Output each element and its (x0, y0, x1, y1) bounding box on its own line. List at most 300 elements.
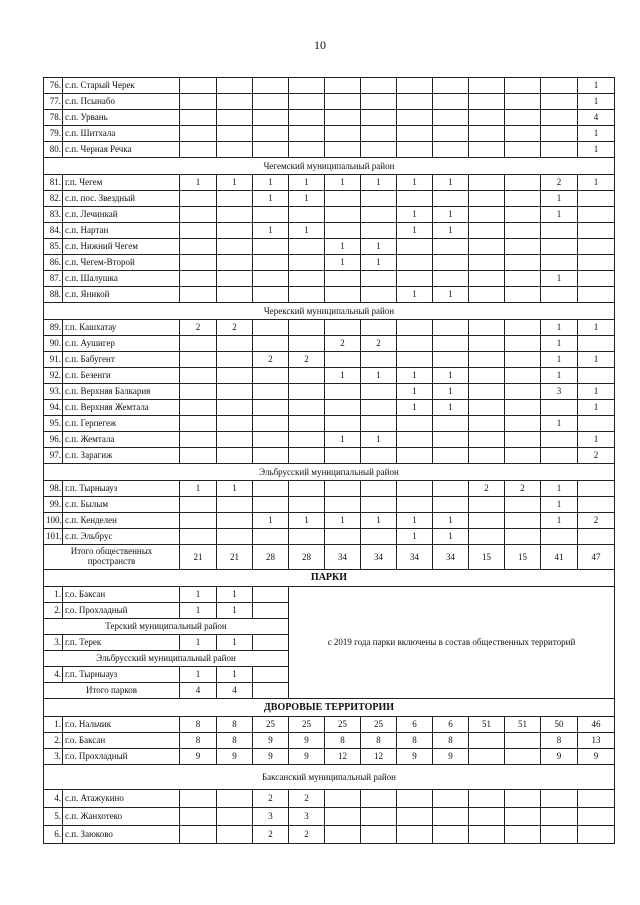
value-cell (253, 529, 289, 545)
value-cell (505, 239, 541, 255)
total-value: 21 (180, 545, 217, 570)
value-cell (289, 126, 325, 142)
value-cell (180, 126, 217, 142)
value-cell (217, 110, 253, 126)
data-table (43, 77, 615, 844)
value-cell (578, 271, 615, 287)
value-cell: 6 (397, 717, 433, 733)
value-cell (180, 529, 217, 545)
value-cell (180, 432, 217, 448)
value-cell: 1 (217, 175, 253, 191)
value-cell (505, 790, 541, 808)
value-cell (361, 142, 397, 158)
value-cell (397, 78, 433, 94)
settlement-name: с.п. Чегем-Второй (63, 255, 180, 271)
value-cell: 1 (578, 432, 615, 448)
value-cell (469, 416, 505, 432)
value-cell: 1 (361, 255, 397, 271)
value-cell (397, 191, 433, 207)
value-cell (253, 320, 289, 336)
value-cell (325, 352, 361, 368)
value-cell (253, 432, 289, 448)
table-row (44, 175, 615, 191)
value-cell (541, 287, 578, 303)
value-cell: 1 (361, 175, 397, 191)
table-row (44, 368, 615, 384)
value-cell (180, 790, 217, 808)
value-cell (361, 790, 397, 808)
value-cell: 1 (578, 352, 615, 368)
value-cell: 1 (180, 481, 217, 497)
value-cell (253, 384, 289, 400)
value-cell (505, 110, 541, 126)
value-cell (433, 142, 469, 158)
value-cell (180, 416, 217, 432)
value-cell (541, 126, 578, 142)
value-cell: 1 (397, 223, 433, 239)
value-cell (361, 826, 397, 844)
value-cell: 8 (433, 733, 469, 749)
value-cell (433, 239, 469, 255)
row-number: 95. (44, 416, 63, 432)
table-row (44, 126, 615, 142)
value-cell (253, 239, 289, 255)
value-cell (253, 587, 289, 603)
value-cell (361, 384, 397, 400)
value-cell (253, 94, 289, 110)
settlement-name: с.п. Безенги (63, 368, 180, 384)
value-cell (361, 448, 397, 464)
settlement-name: с.п. Зарагиж (63, 448, 180, 464)
value-cell (361, 207, 397, 223)
value-cell (505, 749, 541, 765)
total-value: 15 (469, 545, 505, 570)
value-cell (578, 191, 615, 207)
row-number: 89. (44, 320, 63, 336)
value-cell: 3 (289, 808, 325, 826)
value-cell: 2 (289, 826, 325, 844)
value-cell (541, 110, 578, 126)
section-heading: Черекский муниципальный район (44, 303, 615, 320)
value-cell: 1 (578, 142, 615, 158)
table-row (44, 464, 615, 481)
value-cell: 1 (217, 603, 253, 619)
table-row (44, 320, 615, 336)
value-cell (505, 826, 541, 844)
value-cell (217, 368, 253, 384)
value-cell (180, 384, 217, 400)
value-cell (180, 448, 217, 464)
value-cell (505, 336, 541, 352)
value-cell (469, 733, 505, 749)
value-cell (180, 400, 217, 416)
value-cell: 1 (325, 368, 361, 384)
value-cell: 3 (541, 384, 578, 400)
value-cell: 1 (217, 635, 253, 651)
value-cell: 9 (180, 749, 217, 765)
value-cell (253, 336, 289, 352)
value-cell (505, 207, 541, 223)
value-cell (397, 416, 433, 432)
value-cell: 1 (361, 239, 397, 255)
value-cell (433, 826, 469, 844)
row-number: 90. (44, 336, 63, 352)
value-cell (469, 287, 505, 303)
value-cell: 1 (397, 513, 433, 529)
value-cell (289, 529, 325, 545)
value-cell: 1 (397, 400, 433, 416)
value-cell: 2 (505, 481, 541, 497)
value-cell (578, 239, 615, 255)
value-cell (505, 368, 541, 384)
row-number: 87. (44, 271, 63, 287)
value-cell (505, 94, 541, 110)
value-cell (180, 142, 217, 158)
settlement-name: с.п. Атажукино (63, 790, 180, 808)
value-cell (361, 481, 397, 497)
value-cell (433, 432, 469, 448)
value-cell (289, 110, 325, 126)
value-cell (433, 320, 469, 336)
value-cell (469, 175, 505, 191)
value-cell (180, 352, 217, 368)
value-cell: 1 (253, 175, 289, 191)
total-value: 34 (361, 545, 397, 570)
table-row (44, 545, 615, 570)
value-cell: 1 (289, 191, 325, 207)
row-number: 1. (44, 717, 63, 733)
section-heading: Эльбрусский муниципальный район (44, 651, 289, 667)
value-cell (325, 448, 361, 464)
value-cell (541, 255, 578, 271)
value-cell (469, 384, 505, 400)
value-cell (253, 110, 289, 126)
value-cell: 50 (541, 717, 578, 733)
value-cell (361, 78, 397, 94)
value-cell: 2 (578, 513, 615, 529)
value-cell (325, 110, 361, 126)
value-cell (397, 255, 433, 271)
value-cell (541, 142, 578, 158)
row-number: 83. (44, 207, 63, 223)
value-cell (325, 94, 361, 110)
settlement-name: с.п. Жемтала (63, 432, 180, 448)
value-cell: 9 (433, 749, 469, 765)
value-cell: 1 (433, 223, 469, 239)
row-number: 93. (44, 384, 63, 400)
value-cell (541, 400, 578, 416)
value-cell (253, 400, 289, 416)
settlement-name: г.о. Нальчик (63, 717, 180, 733)
value-cell: 9 (289, 749, 325, 765)
value-cell (505, 175, 541, 191)
settlement-name: с.п. Кенделен (63, 513, 180, 529)
section-heading: Чегемский муниципальный район (44, 158, 615, 175)
value-cell (361, 191, 397, 207)
value-cell: 2 (180, 320, 217, 336)
value-cell: 2 (578, 448, 615, 464)
value-cell (505, 352, 541, 368)
row-number: 4. (44, 790, 63, 808)
value-cell (325, 481, 361, 497)
value-cell: 46 (578, 717, 615, 733)
value-cell: 1 (397, 384, 433, 400)
row-number: 6. (44, 826, 63, 844)
value-cell (541, 432, 578, 448)
table-row (44, 765, 615, 790)
value-cell (180, 287, 217, 303)
row-number: 98. (44, 481, 63, 497)
value-cell (217, 126, 253, 142)
value-cell (217, 808, 253, 826)
value-cell (578, 790, 615, 808)
value-cell (433, 808, 469, 826)
value-cell: 51 (469, 717, 505, 733)
value-cell: 1 (361, 432, 397, 448)
table-row (44, 699, 615, 717)
table-row (44, 336, 615, 352)
value-cell (253, 667, 289, 683)
park-name: г.п. Тырныауз (63, 667, 180, 683)
value-cell: 13 (578, 733, 615, 749)
value-cell: 2 (325, 336, 361, 352)
value-cell (325, 790, 361, 808)
value-cell (180, 78, 217, 94)
table-row (44, 400, 615, 416)
value-cell (289, 497, 325, 513)
value-cell: 1 (253, 223, 289, 239)
value-cell (217, 223, 253, 239)
table-row (44, 255, 615, 271)
value-cell (325, 271, 361, 287)
settlement-name: г.п. Тырныауз (63, 481, 180, 497)
settlement-name: с.п. Яникой (63, 287, 180, 303)
value-cell: 8 (397, 733, 433, 749)
value-cell (397, 481, 433, 497)
table-row (44, 749, 615, 765)
table-row (44, 790, 615, 808)
value-cell (578, 287, 615, 303)
value-cell: 1 (361, 368, 397, 384)
value-cell (505, 400, 541, 416)
settlement-name: с.п. Черная Речка (63, 142, 180, 158)
value-cell (397, 142, 433, 158)
value-cell (325, 826, 361, 844)
value-cell (180, 826, 217, 844)
row-number: 85. (44, 239, 63, 255)
value-cell (433, 271, 469, 287)
value-cell (505, 255, 541, 271)
value-cell (505, 384, 541, 400)
value-cell: 1 (578, 94, 615, 110)
value-cell (361, 110, 397, 126)
row-number: 5. (44, 808, 63, 826)
total-value: 21 (217, 545, 253, 570)
value-cell: 51 (505, 717, 541, 733)
value-cell: 1 (325, 255, 361, 271)
value-cell: 25 (289, 717, 325, 733)
table-row (44, 384, 615, 400)
settlement-name: с.п. Герпегеж (63, 416, 180, 432)
table-row (44, 529, 615, 545)
value-cell (217, 207, 253, 223)
value-cell (397, 94, 433, 110)
value-cell: 1 (578, 320, 615, 336)
value-cell: 1 (541, 497, 578, 513)
settlement-name: г.о. Баксан (63, 733, 180, 749)
value-cell: 1 (578, 126, 615, 142)
table-row (44, 481, 615, 497)
value-cell (325, 497, 361, 513)
value-cell (469, 400, 505, 416)
table-body (44, 78, 615, 844)
value-cell (217, 432, 253, 448)
value-cell: 3 (253, 808, 289, 826)
settlement-name: с.п. Псынабо (63, 94, 180, 110)
row-number: 88. (44, 287, 63, 303)
settlement-name: с.п. Старый Черек (63, 78, 180, 94)
value-cell (361, 529, 397, 545)
value-cell: 1 (397, 287, 433, 303)
value-cell (217, 94, 253, 110)
value-cell (361, 271, 397, 287)
value-cell (469, 448, 505, 464)
value-cell (578, 255, 615, 271)
table-row (44, 513, 615, 529)
value-cell: 9 (397, 749, 433, 765)
value-cell (180, 207, 217, 223)
section-heading: Эльбрусский муниципальный район (44, 464, 615, 481)
value-cell (217, 239, 253, 255)
value-cell (541, 223, 578, 239)
value-cell: 4 (578, 110, 615, 126)
total-value: 4 (180, 683, 217, 699)
value-cell (217, 826, 253, 844)
yards-header: ДВОРОВЫЕ ТЕРРИТОРИИ (44, 699, 615, 717)
value-cell: 1 (217, 587, 253, 603)
value-cell (289, 416, 325, 432)
value-cell: 1 (433, 384, 469, 400)
value-cell (469, 239, 505, 255)
value-cell (289, 142, 325, 158)
value-cell (325, 320, 361, 336)
value-cell: 1 (541, 368, 578, 384)
table-row (44, 570, 615, 587)
value-cell: 2 (253, 790, 289, 808)
value-cell (397, 110, 433, 126)
value-cell: 1 (433, 368, 469, 384)
value-cell (361, 416, 397, 432)
value-cell (325, 207, 361, 223)
value-cell (469, 110, 505, 126)
value-cell: 1 (433, 400, 469, 416)
row-number: 4. (44, 667, 63, 683)
settlement-name: с.п. Шалушка (63, 271, 180, 287)
value-cell (469, 749, 505, 765)
value-cell (505, 432, 541, 448)
settlement-name: с.п. Лечинкай (63, 207, 180, 223)
table-row (44, 94, 615, 110)
value-cell (180, 808, 217, 826)
value-cell (289, 78, 325, 94)
value-cell: 2 (253, 352, 289, 368)
value-cell (253, 368, 289, 384)
row-number: 3. (44, 749, 63, 765)
settlement-name: с.п. Заюково (63, 826, 180, 844)
total-value: 28 (253, 545, 289, 570)
value-cell (397, 790, 433, 808)
row-number: 77. (44, 94, 63, 110)
value-cell (505, 191, 541, 207)
table-row (44, 416, 615, 432)
value-cell (469, 78, 505, 94)
table-row (44, 110, 615, 126)
value-cell (217, 352, 253, 368)
value-cell: 1 (433, 175, 469, 191)
value-cell (253, 448, 289, 464)
value-cell (180, 223, 217, 239)
value-cell (505, 271, 541, 287)
value-cell (397, 808, 433, 826)
row-number: 82. (44, 191, 63, 207)
table-row (44, 733, 615, 749)
settlement-name: с.п. Эльбрус (63, 529, 180, 545)
value-cell: 2 (541, 175, 578, 191)
row-number: 81. (44, 175, 63, 191)
value-cell (180, 239, 217, 255)
value-cell (180, 191, 217, 207)
value-cell: 12 (361, 749, 397, 765)
value-cell: 8 (180, 717, 217, 733)
value-cell (469, 207, 505, 223)
value-cell (505, 513, 541, 529)
value-cell: 9 (253, 749, 289, 765)
value-cell (541, 94, 578, 110)
value-cell: 2 (289, 352, 325, 368)
value-cell (289, 271, 325, 287)
value-cell: 1 (180, 603, 217, 619)
value-cell (469, 94, 505, 110)
value-cell (325, 126, 361, 142)
value-cell (289, 336, 325, 352)
value-cell (505, 142, 541, 158)
value-cell (325, 191, 361, 207)
value-cell (289, 481, 325, 497)
value-cell (180, 94, 217, 110)
value-cell (433, 110, 469, 126)
value-cell (361, 808, 397, 826)
value-cell: 1 (397, 529, 433, 545)
value-cell: 1 (217, 667, 253, 683)
settlement-name: с.п. Шитхала (63, 126, 180, 142)
table-row (44, 142, 615, 158)
value-cell: 9 (289, 733, 325, 749)
value-cell (253, 287, 289, 303)
value-cell (469, 126, 505, 142)
value-cell (217, 529, 253, 545)
value-cell: 1 (397, 207, 433, 223)
value-cell: 2 (361, 336, 397, 352)
value-cell (289, 448, 325, 464)
value-cell (469, 255, 505, 271)
value-cell (469, 352, 505, 368)
value-cell: 9 (541, 749, 578, 765)
value-cell (433, 416, 469, 432)
value-cell: 25 (253, 717, 289, 733)
value-cell (505, 448, 541, 464)
value-cell (433, 191, 469, 207)
value-cell: 1 (289, 513, 325, 529)
